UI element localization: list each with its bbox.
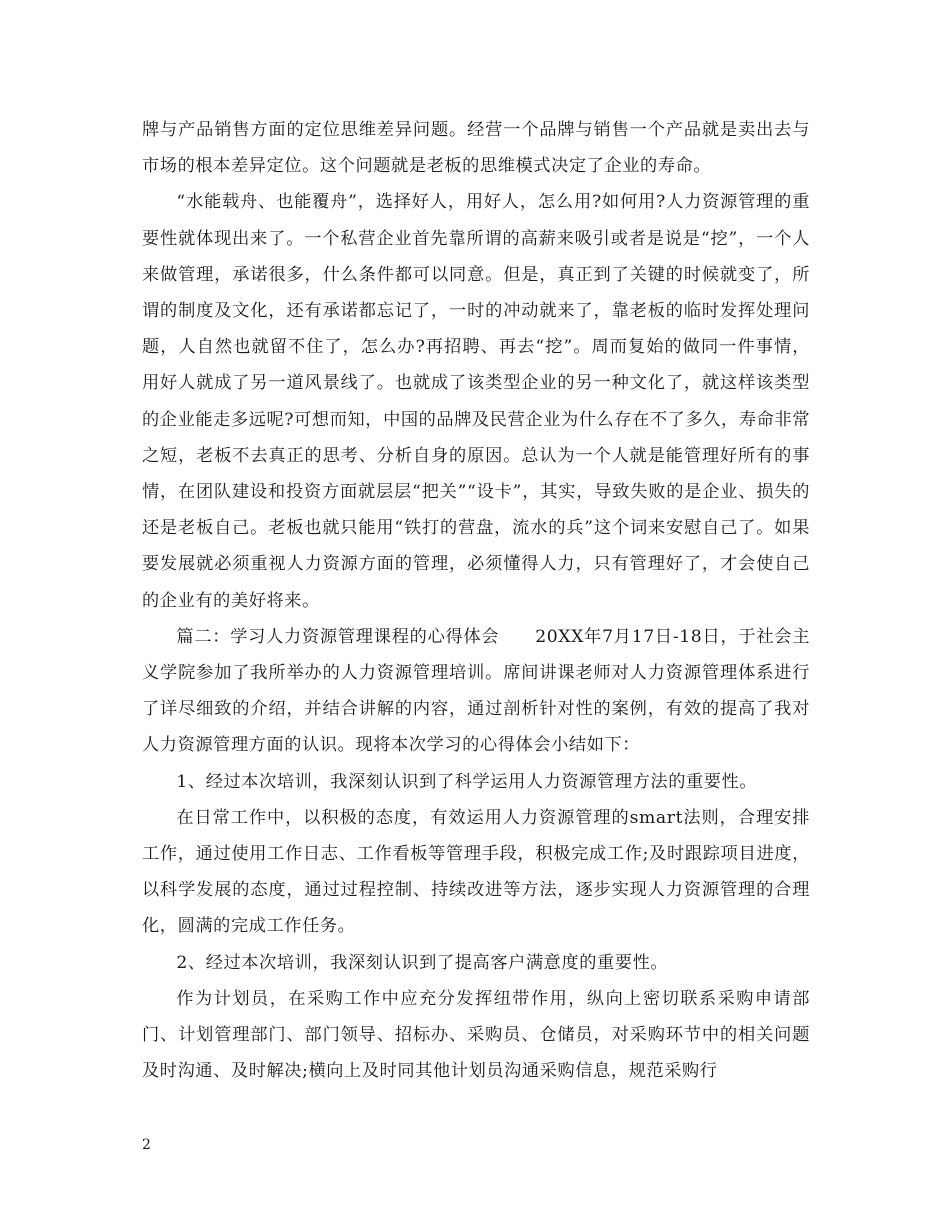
paragraph-2: “水能载舟、也能覆舟”，选择好人，用好人，怎么用?如何用?人力资源管理的重要性就体现出来了。一个私营企业首先靠所谓的高薪来吸引或者是说是“挖”，一个人来做管理，承诺很多，什么条件都可以同意。但是，真正到了关键的时候就变了，所谓的制度及文化，还有承诺都忘记了，一时的冲动就来了，靠老板的临时发挥处理问题，人自然也就留不住了，怎么办?再招聘、再去“挖”。周而复始的做同一件事情，用好人就成了另一道风景线了。也就成了该类型企业的另一种文化了，就这样该类型的企业能走多远呢?可想而知，中国的品牌及民营企业为什么存在不了多久，寿命非常之短，老板不去真正的思考、分析自身的原因。总认为一个人就是能管理好所有的事情，在团队建设和投资方面就层层“把关”“设卡”，其实，导致失败的是企业、损失的还是老板自己。老板也就只能用“铁打的营盘，流水的兵”这个词来安慰自己了。如果要发展就必须重视人力资源方面的管理，必须懂得人力，只有管理好了，才会使自己的企业有的美好将来。 bbox=[142, 192, 810, 611]
paragraph-1: 牌与产品销售方面的定位思维差异问题。经营一个品牌与销售一个产品就是卖出去与市场的根本差异定位。这个问题就是老板的思维模式决定了企业的寿命。 bbox=[142, 120, 810, 177]
paragraph-7: 作为计划员，在采购工作中应充分发挥纽带作用，纵向上密切联系采购申请部门、计划管理部门、部门领导、招标办、采购员、仓储员，对采购环节中的相关问题及时沟通、及时解决;横向上及时同其他计划员沟通采购信息，规范采购行 bbox=[142, 988, 810, 1082]
paragraph-6: 2、经过本次培训，我深刻认识到了提高客户满意度的重要性。 bbox=[176, 952, 669, 973]
document-body bbox=[142, 112, 810, 1089]
paragraph-3: 篇二：学习人力资源管理课程的心得体会 20XX年7月17日-18日，于社会主义学院参加了我所举办的人力资源管理培训。席间讲课老师对人力资源管理体系进行了详尽细致的介绍，并结合讲解的内容，通过剖析针对性的案例，有效的提高了我对人力资源管理方面的认识。现将本次学习的心得体会小结如下： bbox=[142, 626, 810, 756]
page-number: 2 bbox=[142, 1137, 151, 1153]
paragraph-5: 在日常工作中，以积极的态度，有效运用人力资源管理的smart法则，合理安排工作，通过使用工作日志、工作看板等管理手段，积极完成工作;及时跟踪项目进度，以科学发展的态度，通过过程控制、持续改进等方法，逐步实现人力资源管理的合理化，圆满的完成工作任务。 bbox=[142, 807, 810, 937]
paragraph-4: 1、经过本次培训，我深刻认识到了科学运用人力资源管理方法的重要性。 bbox=[176, 771, 758, 792]
